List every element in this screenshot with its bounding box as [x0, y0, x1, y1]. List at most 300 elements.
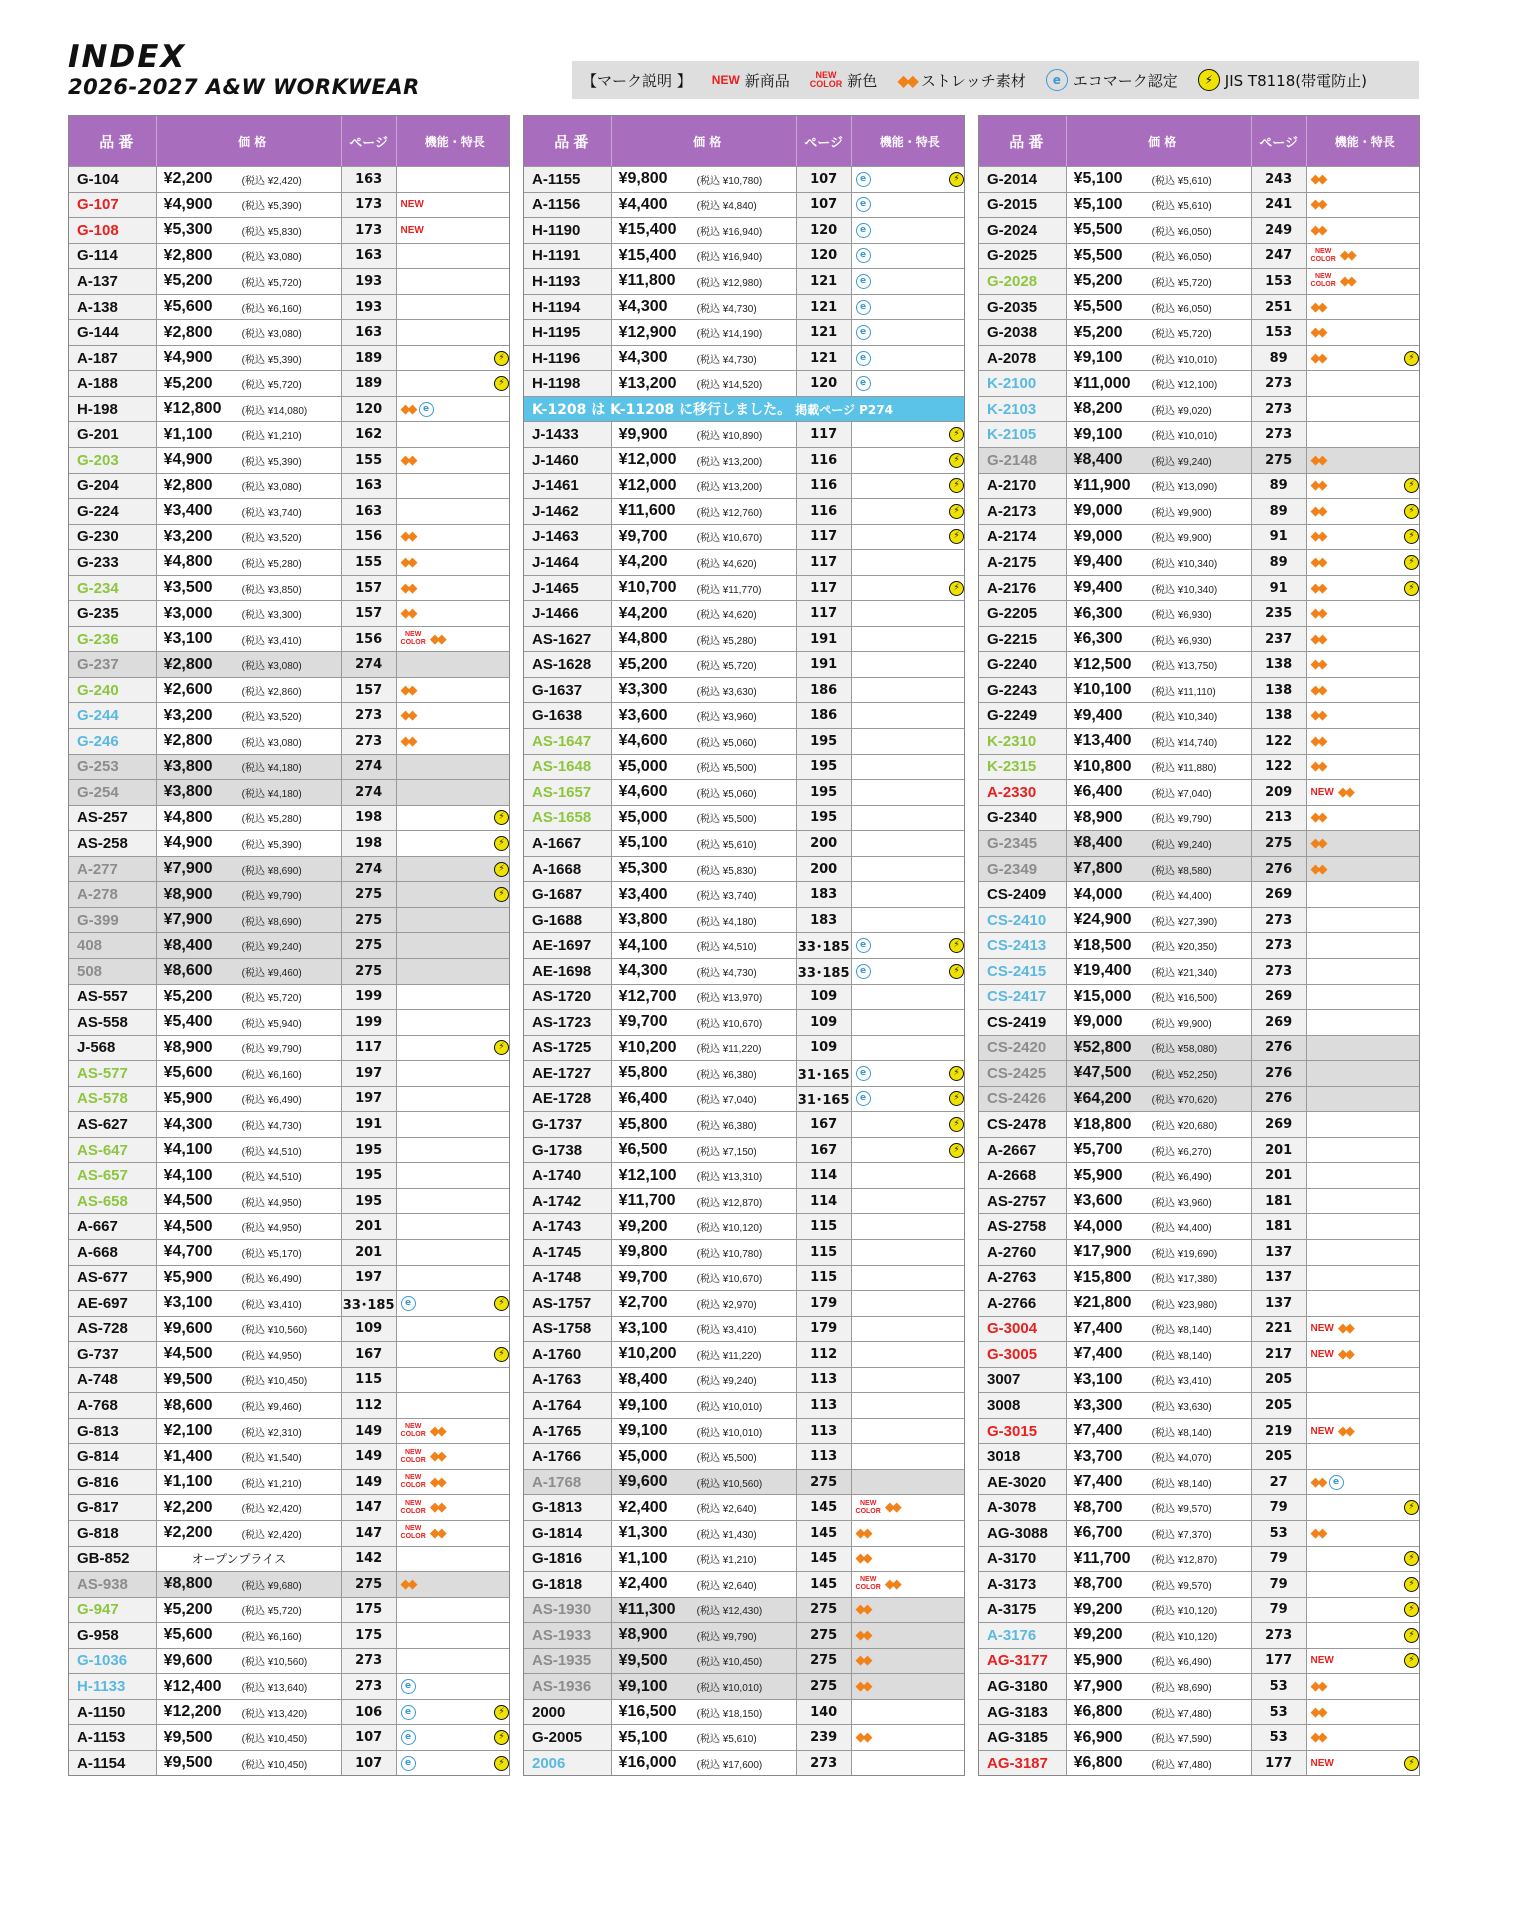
page-number: 89	[1252, 550, 1307, 575]
tax-included-price: (税込 ¥9,570)	[1151, 1504, 1212, 1516]
product-code: G-947	[69, 1598, 157, 1623]
price: ¥9,100	[1073, 425, 1123, 443]
table-row	[524, 907, 964, 933]
table-row	[979, 345, 1419, 371]
tax-included-price: (税込 ¥6,050)	[1151, 303, 1212, 315]
product-code: J-1433	[524, 422, 612, 447]
table-row	[524, 1316, 964, 1342]
tax-included-price: (税込 ¥4,730)	[241, 1121, 302, 1132]
tax-included-price: (税込 ¥16,500)	[1151, 993, 1218, 1005]
product-code: 3018	[979, 1444, 1067, 1469]
stretch-icon: ◆◆	[1310, 835, 1325, 851]
price: ¥5,000	[618, 757, 668, 775]
legend-label: 【マーク説明 】	[582, 71, 692, 90]
antistatic-icon: ⚡	[494, 1730, 509, 1745]
tax-included-price: (税込 ¥21,340)	[1151, 967, 1218, 979]
tax-included-price: (税込 ¥11,110)	[1151, 686, 1216, 698]
price-cell	[612, 244, 797, 269]
table-row	[524, 166, 964, 192]
feature-marks	[852, 755, 964, 780]
feature-marks	[1307, 167, 1419, 192]
product-code: G-234	[69, 576, 157, 601]
page-number: 167	[342, 1342, 397, 1367]
price-cell	[157, 908, 342, 933]
table-row	[979, 651, 1419, 677]
product-code: A-1748	[524, 1266, 612, 1291]
price: ¥3,600	[1073, 1192, 1123, 1210]
table-row	[69, 192, 509, 218]
page-number: 138	[1252, 703, 1307, 728]
legend-jis	[1198, 69, 1367, 91]
new-color-icon: NEW COLOR	[400, 1423, 426, 1439]
price: ¥2,200	[163, 170, 213, 188]
tax-included-price: (税込 ¥10,670)	[696, 533, 763, 545]
price-cell	[157, 269, 342, 294]
tax-included-price: (税込 ¥4,510)	[241, 1146, 302, 1158]
tax-included-price: (税込 ¥13,970)	[696, 993, 763, 1005]
price: ¥12,000	[618, 451, 677, 469]
page-number: 79	[1252, 1598, 1307, 1623]
product-code: AE-1727	[524, 1061, 612, 1086]
feature-marks	[1307, 244, 1419, 269]
tax-included-price: (税込 ¥12,870)	[1151, 1555, 1218, 1567]
feature-marks	[397, 703, 509, 728]
tax-included-price: (税込 ¥14,740)	[1151, 737, 1218, 749]
price-cell	[157, 1623, 342, 1648]
price-cell	[157, 1521, 342, 1546]
tax-included-price: (税込 ¥5,060)	[696, 737, 757, 749]
product-code: G-235	[69, 601, 157, 626]
page-number: 113	[797, 1444, 852, 1469]
feature-marks	[397, 1547, 509, 1572]
table-row	[979, 728, 1419, 754]
tax-included-price: (税込 ¥12,100)	[1151, 380, 1218, 392]
tax-included-price: (税込 ¥10,450)	[241, 1376, 308, 1388]
price-cell	[1067, 1189, 1252, 1214]
price: ¥3,000	[163, 604, 213, 622]
tax-included-price: (税込 ¥6,270)	[1151, 1146, 1212, 1158]
product-code: G-2340	[979, 806, 1067, 831]
antistatic-icon: ⚡	[949, 581, 964, 596]
feature-marks	[852, 499, 964, 524]
price-cell	[1067, 908, 1252, 933]
page-number: 197	[342, 1087, 397, 1112]
table-row	[524, 1418, 964, 1444]
product-code: H-1196	[524, 346, 612, 371]
price-cell	[1067, 678, 1252, 703]
table-row	[979, 268, 1419, 294]
price: ¥16,500	[618, 1703, 677, 1721]
page-number: 177	[1252, 1649, 1307, 1674]
tax-included-price: (税込 ¥6,160)	[241, 303, 302, 315]
price-cell	[1067, 985, 1252, 1010]
price: ¥9,700	[618, 527, 668, 545]
tax-included-price: (税込 ¥10,340)	[1151, 584, 1218, 596]
feature-marks	[852, 1368, 964, 1393]
price: ¥4,800	[163, 553, 213, 571]
stretch-icon: ◆◆	[400, 580, 415, 596]
page-number: 273	[1252, 933, 1307, 958]
price-cell	[612, 525, 797, 550]
tax-included-price: (税込 ¥3,410)	[1151, 1376, 1212, 1388]
table-row	[69, 575, 509, 601]
page-number: 120	[797, 244, 852, 269]
product-code: G-246	[69, 729, 157, 754]
price: ¥4,800	[163, 808, 213, 826]
table-row	[979, 1341, 1419, 1367]
price: ¥12,000	[618, 476, 677, 494]
feature-marks	[397, 1598, 509, 1623]
tax-included-price: (税込 ¥4,730)	[696, 967, 757, 979]
price-cell	[157, 780, 342, 805]
price: ¥5,900	[163, 1089, 213, 1107]
eco-mark-icon: e	[401, 1730, 416, 1745]
new-icon: NEW	[1310, 1323, 1334, 1335]
product-code: A-3170	[979, 1547, 1067, 1572]
feature-marks	[852, 193, 964, 218]
price-cell	[157, 985, 342, 1010]
table-row	[69, 677, 509, 703]
stretch-icon: ◆◆	[429, 631, 444, 647]
page-number: 195	[797, 806, 852, 831]
tax-included-price: (税込 ¥2,420)	[241, 1529, 302, 1541]
tax-included-price: (税込 ¥6,490)	[241, 1274, 302, 1286]
antistatic-icon: ⚡	[1404, 1653, 1419, 1668]
price-cell	[1067, 448, 1252, 473]
price-cell	[612, 295, 797, 320]
new-color-icon: NEW COLOR	[400, 631, 426, 647]
price-cell	[1067, 1547, 1252, 1572]
price-cell	[157, 959, 342, 984]
table-row	[69, 345, 509, 371]
tax-included-price: (税込 ¥1,210)	[696, 1555, 757, 1567]
tax-included-price: (税込 ¥10,780)	[696, 175, 763, 187]
tax-included-price: (税込 ¥5,720)	[1151, 329, 1212, 341]
product-code: AG-3180	[979, 1674, 1067, 1699]
feature-marks	[852, 550, 964, 575]
price-cell	[157, 295, 342, 320]
price-cell	[157, 1189, 342, 1214]
page-number: 191	[797, 652, 852, 677]
price: ¥4,000	[1073, 1217, 1123, 1235]
price-cell	[157, 525, 342, 550]
table-row	[69, 268, 509, 294]
page-number: 121	[797, 269, 852, 294]
tax-included-price: (税込 ¥4,180)	[241, 763, 302, 775]
feature-marks	[1307, 448, 1419, 473]
tax-included-price: (税込 ¥12,430)	[696, 1606, 763, 1618]
page-number: 120	[797, 371, 852, 396]
price: ¥5,900	[1073, 1651, 1123, 1669]
feature-marks	[852, 167, 964, 192]
price: ¥8,400	[1073, 834, 1123, 852]
feature-marks	[397, 576, 509, 601]
table-row	[69, 907, 509, 933]
page-number: 117	[797, 576, 852, 601]
page-number: 241	[1252, 193, 1307, 218]
product-code: 408	[69, 933, 157, 958]
price: ¥3,300	[618, 681, 668, 699]
antistatic-icon: ⚡	[949, 1066, 964, 1081]
table-row	[979, 1367, 1419, 1393]
feature-marks	[852, 244, 964, 269]
price: ¥15,800	[1073, 1268, 1132, 1286]
page-number: 145	[797, 1572, 852, 1597]
page-number: 145	[797, 1547, 852, 1572]
price: ¥11,900	[1073, 476, 1131, 494]
price-cell	[612, 1087, 797, 1112]
table-row	[69, 319, 509, 345]
feature-marks	[852, 1189, 964, 1214]
price-cell	[1067, 499, 1252, 524]
stretch-icon: ◆◆	[855, 1551, 870, 1567]
stretch-icon: ◆◆	[429, 1500, 444, 1516]
feature-marks	[1307, 1240, 1419, 1265]
page-number: 107	[797, 193, 852, 218]
table-row	[69, 1469, 509, 1495]
page-number: 275	[342, 959, 397, 984]
feature-marks	[397, 474, 509, 499]
tax-included-price: (税込 ¥13,200)	[696, 456, 763, 468]
tax-included-price: (税込 ¥9,240)	[241, 942, 302, 954]
feature-marks	[1307, 1138, 1419, 1163]
tax-included-price: (税込 ¥3,740)	[696, 891, 757, 903]
table-row	[524, 1571, 964, 1597]
price: ¥9,100	[618, 1396, 668, 1414]
table-row	[979, 1673, 1419, 1699]
page-number: 195	[797, 729, 852, 754]
table-row	[524, 1341, 964, 1367]
tax-included-price: (税込 ¥11,880)	[1151, 763, 1217, 775]
price: ¥10,200	[618, 1038, 677, 1056]
feature-marks	[1307, 882, 1419, 907]
tax-included-price: (税込 ¥18,150)	[696, 1708, 763, 1720]
price: ¥4,200	[618, 604, 668, 622]
feature-marks	[397, 627, 509, 652]
price: ¥5,000	[618, 808, 668, 826]
price-cell	[1067, 1163, 1252, 1188]
feature-marks	[852, 1572, 964, 1597]
feature-marks	[1307, 857, 1419, 882]
price-cell	[157, 244, 342, 269]
table-row	[69, 1316, 509, 1342]
tax-included-price: (税込 ¥9,240)	[696, 1376, 757, 1388]
product-code: A-1745	[524, 1240, 612, 1265]
table-row	[979, 524, 1419, 550]
product-code: A-3175	[979, 1598, 1067, 1623]
table-header	[524, 116, 964, 166]
product-code: CS-2409	[979, 882, 1067, 907]
price-cell	[612, 1470, 797, 1495]
page-number: 107	[342, 1725, 397, 1750]
page-number: 157	[342, 576, 397, 601]
eco-mark-icon: e	[856, 351, 871, 366]
price: ¥9,100	[618, 1422, 668, 1440]
price-cell	[1067, 627, 1252, 652]
antistatic-icon: ⚡	[949, 427, 964, 442]
eco-mark-icon: e	[856, 1066, 871, 1081]
product-code: AS-1935	[524, 1649, 612, 1674]
table-row	[979, 396, 1419, 422]
price-cell	[157, 729, 342, 754]
tax-included-price: (税込 ¥4,070)	[1151, 1453, 1212, 1465]
price-cell	[157, 576, 342, 601]
feature-marks	[852, 1317, 964, 1342]
feature-marks	[852, 1266, 964, 1291]
feature-marks	[852, 576, 964, 601]
feature-marks	[397, 371, 509, 396]
tax-included-price: (税込 ¥3,520)	[241, 712, 302, 724]
product-code: G-107	[69, 193, 157, 218]
price-cell	[612, 1393, 797, 1418]
tax-included-price: (税込 ¥16,940)	[696, 252, 763, 264]
page-number: 163	[342, 244, 397, 269]
table-row	[979, 1699, 1419, 1725]
eco-mark-icon: e	[856, 376, 871, 391]
product-code: A-2763	[979, 1266, 1067, 1291]
feature-marks	[852, 346, 964, 371]
product-code: A-1155	[524, 167, 612, 192]
header-page: ページ	[797, 116, 852, 166]
feature-marks	[397, 678, 509, 703]
price-cell	[157, 1674, 342, 1699]
table-row	[524, 805, 964, 831]
price-cell	[612, 1317, 797, 1342]
table-row	[979, 1750, 1419, 1776]
price-cell	[1067, 193, 1252, 218]
table-row	[69, 984, 509, 1010]
price-cell	[1067, 882, 1252, 907]
page-number: 189	[342, 371, 397, 396]
price-cell	[1067, 218, 1252, 243]
price-cell	[157, 218, 342, 243]
tax-included-price: (税込 ¥10,890)	[696, 431, 763, 443]
price: ¥18,800	[1073, 1115, 1132, 1133]
tax-included-price: (税込 ¥9,790)	[241, 891, 302, 903]
page-number: 249	[1252, 218, 1307, 243]
price: ¥3,700	[1073, 1447, 1123, 1465]
price-cell	[612, 908, 797, 933]
feature-marks	[397, 1036, 509, 1061]
page-number: 153	[1252, 269, 1307, 294]
table-row	[979, 856, 1419, 882]
stretch-icon: ◆◆	[429, 1474, 444, 1490]
feature-marks	[1307, 1598, 1419, 1623]
price-cell	[157, 601, 342, 626]
feature-marks	[852, 1214, 964, 1239]
page-number: 195	[797, 755, 852, 780]
page-number: 179	[797, 1291, 852, 1316]
new-color-icon: NEW COLOR	[400, 1525, 426, 1541]
antistatic-icon: ⚡	[1404, 1602, 1419, 1617]
header-code: 品 番	[979, 116, 1067, 166]
price: ¥3,200	[163, 527, 213, 545]
page-number: 106	[342, 1700, 397, 1725]
tax-included-price: (税込 ¥12,980)	[696, 277, 763, 289]
product-code: AG-3088	[979, 1521, 1067, 1546]
new-icon: NEW	[711, 73, 740, 87]
table-row	[69, 728, 509, 754]
price: ¥5,500	[1073, 246, 1123, 264]
feature-marks	[852, 525, 964, 550]
price-cell	[612, 1521, 797, 1546]
product-code: A-768	[69, 1393, 157, 1418]
table-row	[524, 856, 964, 882]
feature-marks	[1307, 218, 1419, 243]
page-number: 195	[342, 1138, 397, 1163]
product-code: H-1195	[524, 320, 612, 345]
page-number: 189	[342, 346, 397, 371]
feature-marks	[852, 1419, 964, 1444]
price: ¥24,900	[1073, 911, 1132, 929]
notice-page: 掲載ページ P274	[795, 402, 893, 417]
stretch-icon: ◆◆	[400, 733, 415, 749]
tax-included-price: (税込 ¥10,450)	[696, 1657, 763, 1669]
page-number: 269	[1252, 1010, 1307, 1035]
product-code: AE-1728	[524, 1087, 612, 1112]
product-code: G-813	[69, 1419, 157, 1444]
table-row	[69, 294, 509, 320]
price: ¥9,400	[1073, 579, 1123, 597]
page-number: 181	[1252, 1189, 1307, 1214]
price-cell	[157, 678, 342, 703]
table-row	[69, 1546, 509, 1572]
page-number: 113	[797, 1393, 852, 1418]
price-cell	[612, 1368, 797, 1393]
table-row	[524, 1443, 964, 1469]
feature-marks	[852, 1342, 964, 1367]
page-number: 155	[342, 550, 397, 575]
feature-marks	[852, 474, 964, 499]
price-cell	[157, 1547, 342, 1572]
table-row	[524, 1162, 964, 1188]
page-number: 193	[342, 269, 397, 294]
price-cell	[1067, 1112, 1252, 1137]
table-row	[69, 1673, 509, 1699]
eco-mark-icon: e	[401, 1679, 416, 1694]
product-code: J-1466	[524, 601, 612, 626]
price-cell	[612, 346, 797, 371]
tax-included-price: (税込 ¥4,730)	[696, 303, 757, 315]
product-code: G-104	[69, 167, 157, 192]
tax-included-price: (税込 ¥3,960)	[696, 712, 757, 724]
price: ¥11,600	[618, 502, 676, 520]
price-cell	[1067, 474, 1252, 499]
product-code: G-1638	[524, 703, 612, 728]
product-code: H-1193	[524, 269, 612, 294]
tax-included-price: (税込 ¥58,080)	[1151, 1044, 1218, 1056]
page-number: 115	[797, 1214, 852, 1239]
price-cell	[157, 1061, 342, 1086]
table-row	[69, 1239, 509, 1265]
feature-marks	[852, 320, 964, 345]
tax-included-price: (税込 ¥10,670)	[696, 1018, 763, 1030]
tax-included-price: (税込 ¥13,310)	[696, 1172, 763, 1184]
price: ¥18,500	[1073, 936, 1132, 954]
feature-marks	[397, 882, 509, 907]
price-cell	[157, 1649, 342, 1674]
page-number: 201	[342, 1214, 397, 1239]
product-code: G-1737	[524, 1112, 612, 1137]
price-cell	[1067, 371, 1252, 396]
page-number: 274	[342, 755, 397, 780]
price-cell	[157, 1036, 342, 1061]
page-number: 122	[1252, 755, 1307, 780]
tax-included-price: (税込 ¥3,740)	[241, 507, 302, 519]
price-cell	[1067, 525, 1252, 550]
product-code: A-2760	[979, 1240, 1067, 1265]
page-number: 275	[1252, 831, 1307, 856]
